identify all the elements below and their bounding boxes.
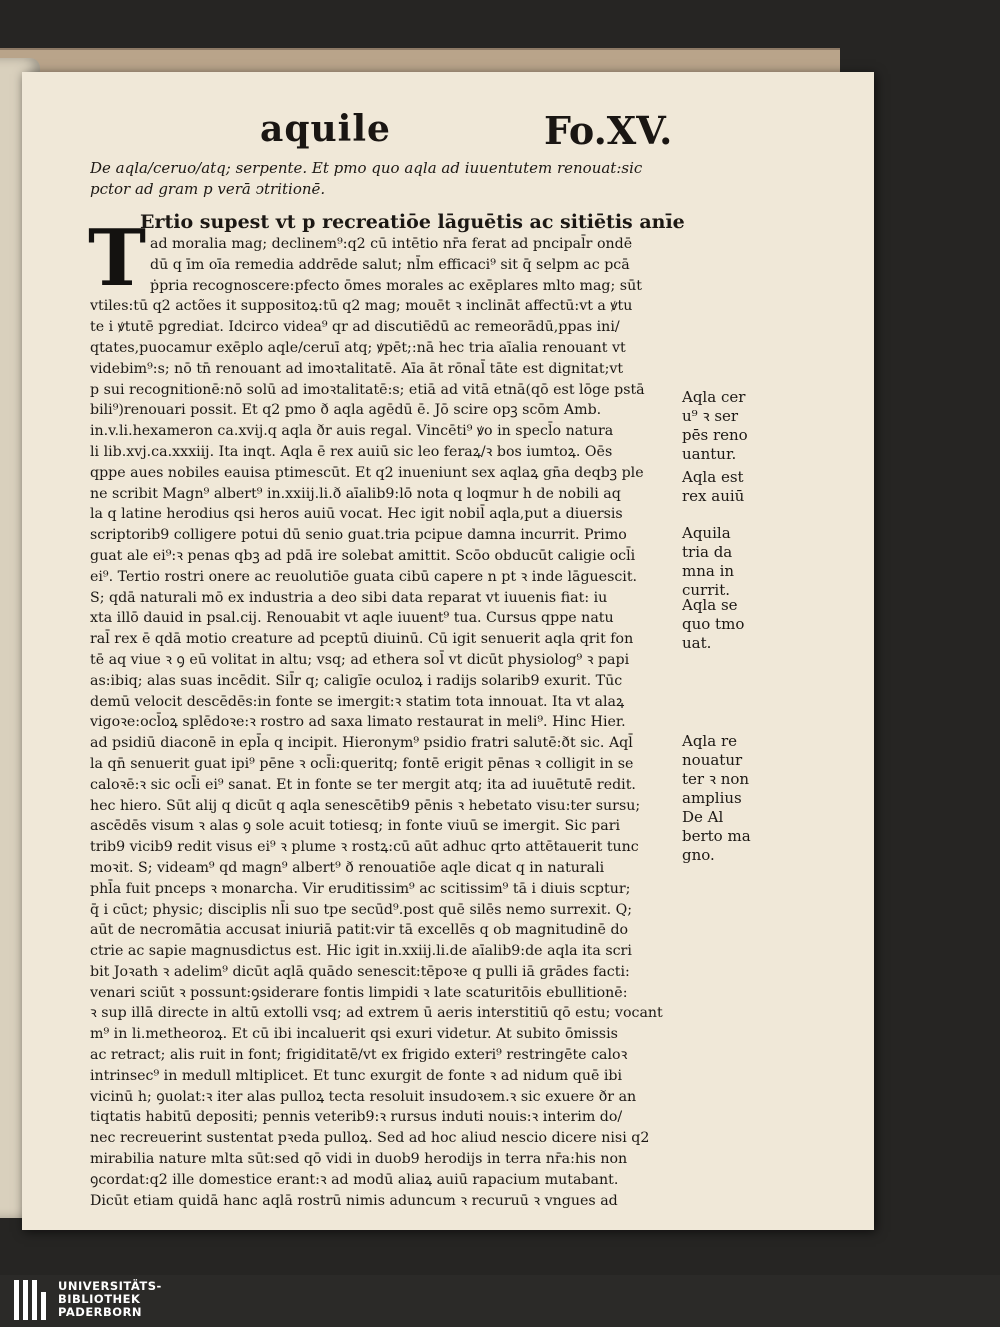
- marginal-note: [682, 596, 772, 653]
- marginal-note-line: Aqla cer: [682, 388, 746, 406]
- text-line: vtiles:tū q2 actões it suppositoꝝ:tū q2 mag; mouēt ꝛ inclināt affectū:vt a ꝟtu: [90, 298, 633, 315]
- text-line: phl̄a fuit pnceps ꝛ monarcha. Vir eruditissim⁹ ac scitissim⁹ tā i diuis scptur;: [90, 880, 631, 897]
- text-line: ad psidiū diaconē in epl̄a q incipit. Hieronym⁹ psidio fratri salutē:ðt sic. Aql̄: [90, 735, 633, 752]
- text-line: p sui recognitionē:nō solū ad imoꝛtalitatē:s; etiā ad vitā etnā(qō est lōge pstā: [90, 381, 645, 398]
- marginal-note-line: tria da: [682, 543, 733, 561]
- running-head: aquile: [260, 108, 391, 150]
- text-line: ne scribit Magn⁹ albert⁹ in.xxiij.li.ð aīalib9:lō nota q loqmur h de nobili aq: [90, 485, 621, 502]
- marginal-note-line: Aqla est: [682, 468, 744, 486]
- text-line: ṗpria recognoscere:pfecto ōmes morales ac exēplares mlto mag; sūt: [150, 277, 642, 294]
- caption-line: De aqla/ceruo/atq; serpente. Et pmo quo aqla ad iuuentutem renouat:sic: [90, 159, 643, 177]
- marginal-note: [682, 468, 772, 506]
- text-line: vigoꝛe:ocl̄oꝝ splēdoꝛe:ꝛ rostro ad saxa limato restaurat in meli⁹. Hinc Hier.: [90, 714, 626, 731]
- text-line: q̄ i cūct; physic; disciplis nl̄i suo tpe secūd⁹.post quē silēs nemo surrexit. Q;: [90, 901, 633, 918]
- marginal-note-line: uantur.: [682, 445, 737, 463]
- marginal-note-line: uat.: [682, 634, 712, 652]
- marginal-note: [682, 388, 772, 464]
- text-line: vicinū h; ꝯuolat:ꝛ iter alas pulloꝝ tecta resoluit insudoꝛem.ꝛ sic exuere ðr an: [90, 1088, 637, 1105]
- marginal-note: [682, 524, 772, 600]
- text-line: tē aq viue ꝛ ꝯ eū volitat in altu; vsq; ad ethera sol̄ vt dicūt physiolog⁹ ꝛ papi: [90, 651, 630, 668]
- text-line: dū q īm oīa remedia addrēde salut; nl̄m efficaci⁹ sit q̄ selpm ac pcā: [150, 256, 630, 273]
- folio-number: Fo.XV.: [544, 108, 673, 153]
- marginal-note-line: De Al: [682, 808, 724, 826]
- first-line: Ertio supest vt p recreatiōe lāguētis ac sitiētis anīe: [140, 211, 685, 233]
- marginal-note-line: nouatur: [682, 751, 743, 769]
- text-line: scriptorib9 colligere potui dū senio guat.tria pcipue damna incurrit. Primo: [90, 527, 627, 544]
- text-line: te i ꝟtutē pgrediat. Idcirco videa⁹ qr ad discutiēdū ac remeorādū,ppas ini/: [90, 319, 620, 336]
- text-lines: [90, 234, 710, 1211]
- text-line: nec recreuerint sustentat pꝛeda pulloꝝ. Sed ad hoc aliud nescio dicere nisi q2: [90, 1130, 650, 1147]
- marginal-note-line: berto ma: [682, 827, 751, 845]
- text-line: demū velocit descēdēs:in fonte se imergit:ꝛ statim tota innouat. Ita vt alaꝝ: [90, 693, 625, 710]
- text-line: ctrie ac sapie magnusdictus est. Hic igit in.xxiij.li.de aīalib9:de aqla ita scri: [90, 943, 632, 960]
- text-line: ad moralia mag; declinem⁹:q2 cū intētio nr̄a ferat ad pncipal̄r ondē: [150, 236, 633, 252]
- chapter-caption: [90, 158, 710, 200]
- text-line: intrinsec⁹ in medull mltiplicet. Et tunc exurgit de fonte ꝛ ad nidum quē ibi: [90, 1067, 623, 1084]
- marginal-note-line: ter ꝛ non: [682, 770, 750, 788]
- marginal-note: [682, 732, 772, 865]
- logo-mark-icon: [14, 1280, 48, 1320]
- marginal-note-line: pēs reno: [682, 426, 748, 444]
- text-line: ꝯcordat:q2 ille domestice erant:ꝛ ad modū aliaꝝ auiū rapacium mutabant.: [90, 1171, 619, 1188]
- marginal-note-line: currit.: [682, 581, 730, 599]
- text-line: ascēdēs visum ꝛ alas ꝯ sole acuit totiesq; in fonte viuū se imergit. Sic pari: [90, 818, 621, 835]
- text-line: moꝛit. S; videam⁹ qd magn⁹ albert⁹ ð renouatiōe aqle dicat q in naturali: [90, 859, 605, 876]
- marginal-note-line: gno.: [682, 846, 715, 864]
- text-line: m⁹ in li.metheoroꝝ. Et cū ibi incaluerit qsi exuri videtur. At subito ōmissis: [90, 1026, 618, 1043]
- marginal-note-line: rex auiū: [682, 487, 745, 505]
- text-line: venari sciūt ꝛ possunt:ꝯsiderare fontis limpidi ꝛ late scaturitōis ebullitionē:: [90, 984, 628, 1001]
- marginal-note-line: mna in: [682, 562, 735, 580]
- text-line: hec hiero. Sūt alij q dicūt q aqla senescētib9 pēnis ꝛ hebetato visu:ter sursu;: [90, 797, 641, 814]
- text-line: Dicūt etiam quidā hanc aqlā rostrū nimis aduncum ꝛ recuruū ꝛ vngues ad: [90, 1192, 618, 1209]
- text-line: videbim⁹:s; nō tn̄ renouant ad imoꝛtalitatē. Aīa āt rōnal̄ tāte est dignitat;vt: [90, 360, 624, 377]
- body-text: [90, 210, 710, 1211]
- text-line: mirabilia nature mlta sūt:sed qō vidi in duob9 herodijs in terra nr̄a:his non: [90, 1151, 628, 1168]
- marginal-note-line: quo tmo: [682, 615, 745, 633]
- logo-line: PADERBORN: [58, 1305, 143, 1319]
- text-line: li lib.xvj.ca.xxxiij. Ita inqt. Aqla ē rex auiū sic leo feraꝝ/ꝛ bos iumtoꝝ. Oēs: [90, 443, 613, 460]
- text-line: bili⁹)renouari possit. Et q2 pmo ð aqla agēdū ē. Jō scire opꝫ scōm Amb.: [90, 402, 602, 419]
- text-line: in.v.li.hexameron ca.xvij.q aqla ðr auis regal. Vincēti⁹ ꝟo in specl̄o natura: [90, 423, 614, 440]
- text-line: ral̄ rex ē qdā motio creature ad pceptū diuinū. Cū igit senuerit aqla qrit fon: [90, 631, 634, 648]
- logo-line: UNIVERSITÄTS-: [58, 1279, 162, 1293]
- text-line: ꝛ sup illā directe in altū extolli vsq; ad extrem ū aeris interstitiū qō estu; vocant: [90, 1005, 663, 1022]
- text-line: ac retract; alis ruit in font; frigiditatē/vt ex frigido exteri⁹ restringēte caloꝛ: [90, 1047, 628, 1064]
- marginal-note-line: Aquila: [682, 524, 731, 542]
- marginal-note-line: u⁹ ꝛ ser: [682, 407, 739, 425]
- text-line: qppe aues nobiles eauisa ptimescūt. Et q2 inueniunt sex aqlaꝝ gn̄a deqbꝫ ple: [90, 464, 644, 481]
- text-line: trib9 vicib9 redit visus ei⁹ ꝛ plume ꝛ rostꝝ:cū aūt adhuc qrto attētauerit tunc: [90, 839, 639, 856]
- marginal-note-line: Aqla re: [682, 732, 737, 750]
- logo-line: BIBLIOTHEK: [58, 1292, 141, 1306]
- text-line: as:ibiq; alas suas incēdit. Sil̄r q; caligīe oculoꝝ i radijs solarib9 exurit. Tūc: [90, 672, 623, 689]
- text-line: tiqtatis habitū depositi; pennis veterib9:ꝛ rursus induti nouis:ꝛ interim do/: [90, 1109, 623, 1126]
- page-header: [260, 108, 690, 158]
- text-line: qtates,puocamur exēplo aqle/ceruī atq; ꝟpēt;:nā hec tria aīalia renouant vt: [90, 339, 626, 356]
- library-logo: [14, 1276, 274, 1324]
- text-line: guat ale ei⁹:ꝛ penas qbꝫ ad pdā ire solebat amittit. Scōo obducūt caligie ocl̄i: [90, 547, 636, 564]
- text-line: xta illō dauid in psal.cij. Renouabit vt aqle iuuent⁹ tua. Cursus qppe natu: [90, 610, 614, 627]
- marginal-note-line: amplius: [682, 789, 742, 807]
- text-line: caloꝛē:ꝛ sic ocl̄i ei⁹ sanat. Et in fonte se ter mergit atq; ita ad iuuētutē redit.: [90, 776, 636, 793]
- drop-initial: T: [88, 213, 147, 304]
- text-line: bit Joꝛath ꝛ adelim⁹ dicūt aqlā quādo senescit:tēpoꝛe q pulli iā grādes facti:: [90, 963, 630, 980]
- marginal-note-line: Aqla se: [682, 596, 738, 614]
- text-line: ei⁹. Tertio rostri onere ac reuolutiōe guata cibū capere n pt ꝛ inde lāguescit.: [90, 568, 638, 585]
- text-line: la qn̄ senuerit guat ipi⁹ pēne ꝛ ocl̄i:queritq; fontē erigit pēnas ꝛ colligit in se: [90, 755, 634, 772]
- text-line: S; qdā naturali mō ex industria a deo sibi data reparat vt iuuenis fiat: iu: [90, 589, 608, 606]
- logo-text: [58, 1280, 162, 1319]
- text-line: aūt de necromātia accusat iniuriā patit:vir tā excellēs q ob magnitudinē do: [90, 922, 629, 939]
- book-page: [22, 72, 874, 1230]
- caption-line: pctor ad gram p verā ↄtritionē.: [90, 180, 326, 198]
- text-line: la q latine herodius qsi heros auiū vocat. Hec igit nobil̄ aqla,put a diuersis: [90, 506, 623, 523]
